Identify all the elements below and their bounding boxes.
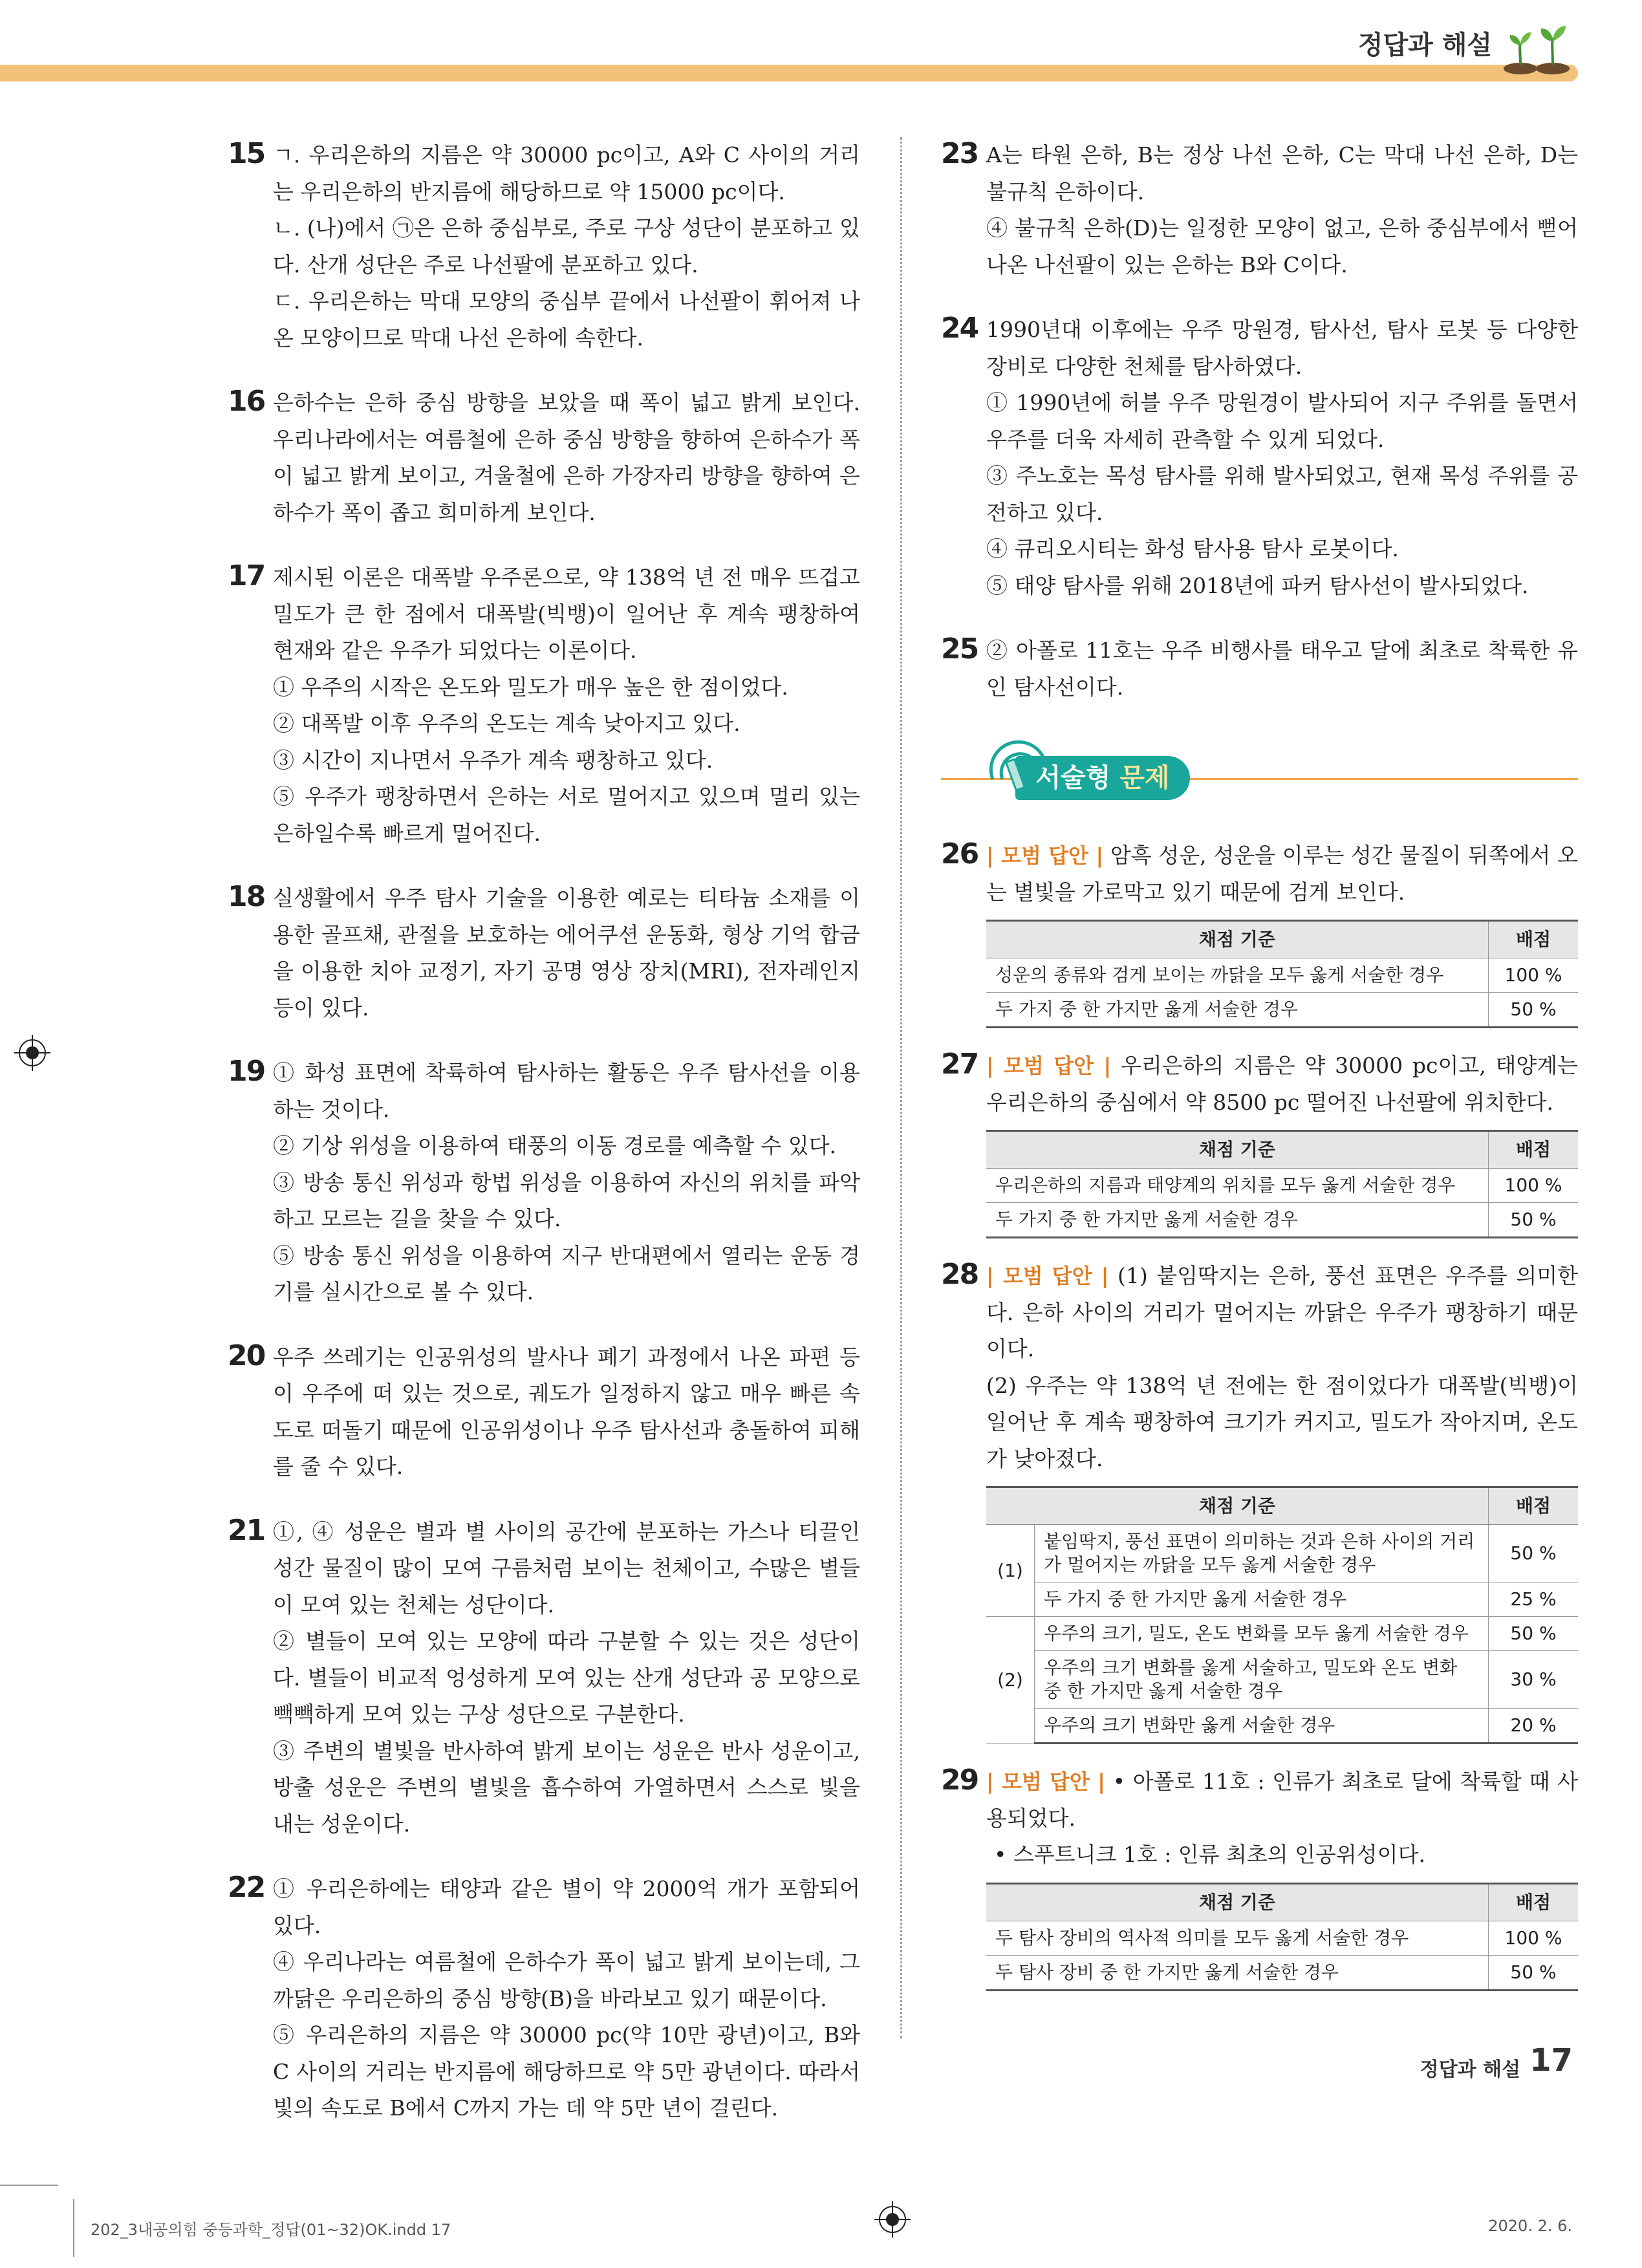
score-header: 배점: [1489, 1487, 1579, 1525]
group-cell: (1): [986, 1525, 1035, 1617]
section-banner: [941, 734, 1578, 805]
criteria-cell: 두 가지 중 한 가지만 옳게 서술한 경우: [986, 993, 1489, 1028]
criteria-cell: 우리은하의 지름과 태양계의 위치를 모두 옳게 서술한 경우: [986, 1169, 1489, 1203]
answer-line: ② 별들이 모여 있는 모양에 따라 구분할 수 있는 것은 성단이다. 별들이 비교적 엉성하게 모여 있는 산개 성단과 공 모양으로 빽빽하게 모여 있는 구상 성단으로 구분한다.: [273, 1628, 860, 1727]
question-17: [228, 559, 860, 852]
criteria-cell: 두 탐사 장비 중 한 가지만 옳게 서술한 경우: [986, 1955, 1489, 1990]
question-number: 26: [941, 837, 978, 870]
score-cell: 100 %: [1489, 958, 1579, 993]
answer-line: ⑤ 우리은하의 지름은 약 30000 pc(약 10만 광년)이고, B와 C 사이의 거리는 반지름에 해당하므로 약 5만 광년이다. 따라서 빛의 속도로 B에서 C까지 가는 데 약 5만 년이 걸린다.: [273, 2022, 860, 2121]
answer-line: ① 우리은하에는 태양과 같은 별이 약 2000억 개가 포함되어 있다.: [273, 1876, 860, 1938]
question-19: [228, 1055, 860, 1311]
answer-line: ③ 주노호는 목성 탐사를 위해 발사되었고, 현재 목성 주위를 공전하고 있다.: [986, 463, 1578, 525]
question-21: [228, 1514, 860, 1843]
crop-mark: [0, 2185, 58, 2186]
question-number: 18: [228, 880, 265, 913]
answer-line: [986, 1764, 1578, 1837]
question-23: [941, 137, 1578, 283]
table-row: [986, 1617, 1578, 1651]
answer-text: 암흑 성운, 성운을 이루는 성간 물질이 뒤쪽에서 오는 별빛을 가로막고 있기 때문에 검게 보인다.: [986, 843, 1578, 905]
answer-text: • 아폴로 11호 : 인류가 최초로 달에 착륙할 때 사용되었다.: [986, 1769, 1578, 1831]
question-number: 24: [941, 312, 978, 345]
answer-line: ①, ④ 성운은 별과 별 사이의 공간에 분포하는 가스나 티끌인 성간 물질이 많이 모여 구름처럼 보이는 천체이고, 수많은 별들이 모여 있는 천체는 성단이다.: [273, 1518, 860, 1617]
question-number: 15: [228, 137, 265, 170]
banner-title-main: 서술형: [1035, 763, 1111, 793]
table-row: [986, 1651, 1578, 1709]
question-number: 25: [941, 632, 978, 665]
criteria-cell: 붙임딱지, 풍선 표면이 의미하는 것과 은하 사이의 거리가 멀어지는 까닭을 모두 옳게 서술한 경우: [1035, 1525, 1489, 1582]
criteria-cell: 두 탐사 장비의 역사적 의미를 모두 옳게 서술한 경우: [986, 1921, 1489, 1955]
question-18: [228, 880, 860, 1026]
answer-line: 우주 쓰레기는 인공위성의 발사나 폐기 과정에서 나온 파편 등이 우주에 떠 있는 것으로, 궤도가 일정하지 않고 매우 빠른 속도로 떠돌기 때문에 인공위성이나 우주 탐사선과 충돌하여 피해를 줄 수 있다.: [273, 1344, 860, 1479]
criteria-header: 채점 기준: [986, 1131, 1489, 1169]
answer-line: ⑤ 우주가 팽창하면서 은하는 서로 멀어지고 있으며 멀리 있는 은하일수록 빠르게 멀어진다.: [273, 784, 860, 846]
criteria-cell: 성운의 종류와 검게 보이는 까닭을 모두 옳게 서술한 경우: [986, 958, 1489, 993]
crop-mark: [73, 2199, 74, 2257]
answer-line: 제시된 이론은 대폭발 우주론으로, 약 138억 년 전 매우 뜨겁고 밀도가 큰 한 점에서 대폭발(빅뱅)이 일어난 후 계속 팽창하여 현재와 같은 우주가 되었다는 이론이다.: [273, 565, 860, 663]
question-20: [228, 1339, 860, 1485]
question-number: 19: [228, 1055, 265, 1088]
answer-line: ① 1990년에 허블 우주 망원경이 발사되어 지구 주위를 돌면서 우주를 더욱 자세히 관측할 수 있게 되었다.: [986, 390, 1578, 452]
banner-title-accent: 문제: [1119, 763, 1170, 793]
answer-line: [986, 1258, 1578, 1368]
answer-line: [986, 837, 1578, 911]
registration-mark-icon: [14, 1035, 50, 1071]
signal-pen-icon: [973, 734, 1057, 805]
criteria-cell: 두 가지 중 한 가지만 옳게 서술한 경우: [1035, 1582, 1489, 1617]
answer-line: 은하수는 은하 중심 방향을 보았을 때 폭이 넓고 밝게 보인다. 우리나라에서는 여름철에 은하 중심 방향을 향하여 은하수가 폭이 넓고 밝게 보이고, 겨울철에 은하 가장자리 방향을 향하여 은하수가 폭이 좁고 희미하게 보인다.: [273, 390, 860, 525]
answer-line: (2) 우주는 약 138억 년 전에는 한 점이었다가 대폭발(빅뱅)이 일어난 후 계속 팽창하여 크기가 커지고, 밀도가 작아지며, 온도가 낮아졌다.: [986, 1372, 1578, 1471]
question-number: 29: [941, 1764, 978, 1797]
answer-line: ① 우주의 시작은 온도와 밀도가 매우 높은 한 점이었다.: [273, 674, 788, 700]
question-number: 16: [228, 385, 265, 418]
criteria-cell: 우주의 크기, 밀도, 온도 변화를 모두 옳게 서술한 경우: [1035, 1617, 1489, 1651]
group-cell: (2): [986, 1617, 1035, 1744]
answer-line: ③ 방송 통신 위성과 항법 위성을 이용하여 자신의 위치를 파악하고 모르는 길을 찾을 수 있다.: [273, 1169, 860, 1231]
score-cell: 100 %: [1489, 1921, 1579, 1955]
answer-line: • 스푸트니크 1호 : 인류 최초의 인공위성이다.: [994, 1842, 1425, 1867]
registration-mark-icon: [874, 2201, 911, 2238]
score-cell: 25 %: [1489, 1582, 1579, 1617]
score-cell: 50 %: [1489, 1955, 1579, 1990]
table-row: [986, 1582, 1578, 1617]
table-row: [986, 1203, 1578, 1238]
score-header: 배점: [1489, 921, 1579, 958]
question-29: [941, 1764, 1578, 1874]
score-cell: 20 %: [1489, 1709, 1579, 1744]
answer-line: ④ 우리나라는 여름철에 은하수가 폭이 넓고 밝게 보이는데, 그 까닭은 우리은하의 중심 방향(B)을 바라보고 있기 때문이다.: [273, 1949, 860, 2011]
answer-line: ② 아폴로 11호는 우주 비행사를 태우고 달에 최초로 착륙한 유인 탐사선이다.: [986, 638, 1578, 700]
question-22: [228, 1871, 860, 2127]
answer-line: ③ 주변의 별빛을 반사하여 밝게 보이는 성운은 반사 성운이고, 방출 성운은 주변의 별빛을 흡수하여 가열하면서 스스로 빛을 내는 성운이다.: [273, 1738, 860, 1837]
score-header: 배점: [1489, 1131, 1579, 1169]
score-cell: 30 %: [1489, 1651, 1579, 1709]
question-number: 21: [228, 1513, 265, 1547]
sprout-icon: [1501, 25, 1572, 75]
answer-line: ⑤ 방송 통신 위성을 이용하여 지구 반대편에서 열리는 운동 경기를 실시간으로 볼 수 있다.: [273, 1242, 860, 1304]
criteria-cell: 우주의 크기 변화를 옳게 서술하고, 밀도와 온도 변화 중 한 가지만 옳게 서술한 경우: [1035, 1651, 1489, 1709]
question-number: 20: [228, 1339, 265, 1372]
answer-line: [986, 1048, 1578, 1121]
criteria-cell: 우주의 크기 변화만 옳게 서술한 경우: [1035, 1709, 1489, 1744]
header-bar: [0, 65, 1578, 81]
question-number: 22: [228, 1871, 265, 1904]
answer-line: ④ 불규칙 은하(D)는 일정한 모양이 없고, 은하 중심부에서 뻗어 나온 나선팔이 있는 은하는 B와 C이다.: [986, 215, 1578, 277]
answer-line: ㄱ. 우리은하의 지름은 약 30000 pc이고, A와 C 사이의 거리는 우리은하의 반지름에 해당하므로 약 15000 pc이다.: [273, 142, 860, 204]
model-answer-label: | 모범 답안 |: [986, 1769, 1105, 1794]
score-header: 배점: [1489, 1883, 1579, 1921]
criteria-header: 채점 기준: [986, 1487, 1489, 1525]
scoring-table-28: [986, 1486, 1578, 1744]
scoring-table-26: [986, 920, 1578, 1028]
score-cell: 50 %: [1489, 1203, 1579, 1238]
score-cell: 50 %: [1489, 1617, 1579, 1651]
question-number: 28: [941, 1258, 978, 1291]
table-row: [986, 993, 1578, 1028]
question-number: 27: [941, 1048, 978, 1081]
question-16: [228, 385, 860, 531]
answer-text: (1) 붙임딱지는 은하, 풍선 표면은 우주를 의미한다. 은하 사이의 거리가 멀어지는 까닭은 우주가 팽창하기 때문이다.: [986, 1263, 1578, 1361]
model-answer-label: | 모범 답안 |: [986, 1053, 1112, 1078]
page-number: 17: [1529, 2042, 1573, 2079]
question-25: [941, 632, 1578, 706]
print-date: 2020. 2. 6.: [1488, 2217, 1572, 2235]
table-row: [986, 1169, 1578, 1203]
table-row: [986, 1921, 1578, 1955]
answer-line: ⑤ 태양 탐사를 위해 2018년에 파커 탐사선이 발사되었다.: [986, 572, 1529, 598]
question-27: [941, 1048, 1578, 1121]
scoring-table-27: [986, 1130, 1578, 1238]
scoring-table-29: [986, 1883, 1578, 1991]
answer-line: 실생활에서 우주 탐사 기술을 이용한 예로는 티타늄 소재를 이용한 골프채, 관절을 보호하는 에어쿠션 운동화, 형상 기억 합금을 이용한 치아 교정기, 자기 공명 영상 장치(MRI), 전자레인지 등이 있다.: [273, 885, 860, 1021]
answer-line: ① 화성 표면에 착륙하여 탐사하는 활동은 우주 탐사선을 이용하는 것이다.: [273, 1060, 860, 1122]
right-column: [941, 137, 1578, 2011]
criteria-cell: 두 가지 중 한 가지만 옳게 서술한 경우: [986, 1203, 1489, 1238]
table-row: [986, 1525, 1578, 1582]
question-24: [941, 312, 1578, 604]
score-cell: 50 %: [1489, 1525, 1579, 1582]
table-row: [986, 1955, 1578, 1990]
left-column: [228, 137, 860, 2155]
footer-label: 정답과 해설: [1420, 2058, 1520, 2081]
answer-line: ② 대폭발 이후 우주의 온도는 계속 낮아지고 있다.: [273, 711, 740, 736]
criteria-header: 채점 기준: [986, 921, 1489, 958]
answer-line: ③ 시간이 지나면서 우주가 계속 팽창하고 있다.: [273, 747, 713, 773]
answer-text: 우리은하의 지름은 약 30000 pc이고, 태양계는 우리은하의 중심에서 약 8500 pc 떨어진 나선팔에 위치한다.: [986, 1053, 1578, 1115]
table-row: [986, 958, 1578, 993]
answer-line: ② 기상 위성을 이용하여 태풍의 이동 경로를 예측할 수 있다.: [273, 1133, 837, 1158]
answer-line: ㄷ. 우리은하는 막대 모양의 중심부 끝에서 나선팔이 휘어져 나온 모양이므로 막대 나선 은하에 속한다.: [273, 288, 860, 351]
answer-line: ㄴ. (나)에서 ㉠은 은하 중심부로, 주로 구상 성단이 분포하고 있다. 산개 성단은 주로 나선팔에 분포하고 있다.: [273, 215, 860, 277]
question-15: [228, 137, 860, 356]
score-cell: 50 %: [1489, 993, 1579, 1028]
criteria-header: 채점 기준: [986, 1883, 1489, 1921]
score-cell: 100 %: [1489, 1169, 1579, 1203]
print-slug: 202_3내공의힘 중등과학_정답(01~32)OK.indd 17: [91, 2221, 451, 2239]
answer-line: A는 타원 은하, B는 정상 나선 은하, C는 막대 나선 은하, D는 불규칙 은하이다.: [986, 142, 1578, 204]
header-title: 정답과 해설: [1357, 30, 1492, 60]
question-28: [941, 1258, 1578, 1477]
answer-line: ④ 큐리오시티는 화성 탐사용 탐사 로봇이다.: [986, 536, 1399, 561]
question-number: 23: [941, 137, 978, 170]
question-26: [941, 837, 1578, 911]
model-answer-label: | 모범 답안 |: [986, 1264, 1109, 1288]
table-row: [986, 1709, 1578, 1744]
model-answer-label: | 모범 답안 |: [986, 843, 1104, 868]
answer-line: 1990년대 이후에는 우주 망원경, 탐사선, 탐사 로봇 등 다양한 장비로 다양한 천체를 탐사하였다.: [986, 317, 1578, 379]
question-number: 17: [228, 559, 265, 592]
column-divider: [900, 137, 902, 2038]
